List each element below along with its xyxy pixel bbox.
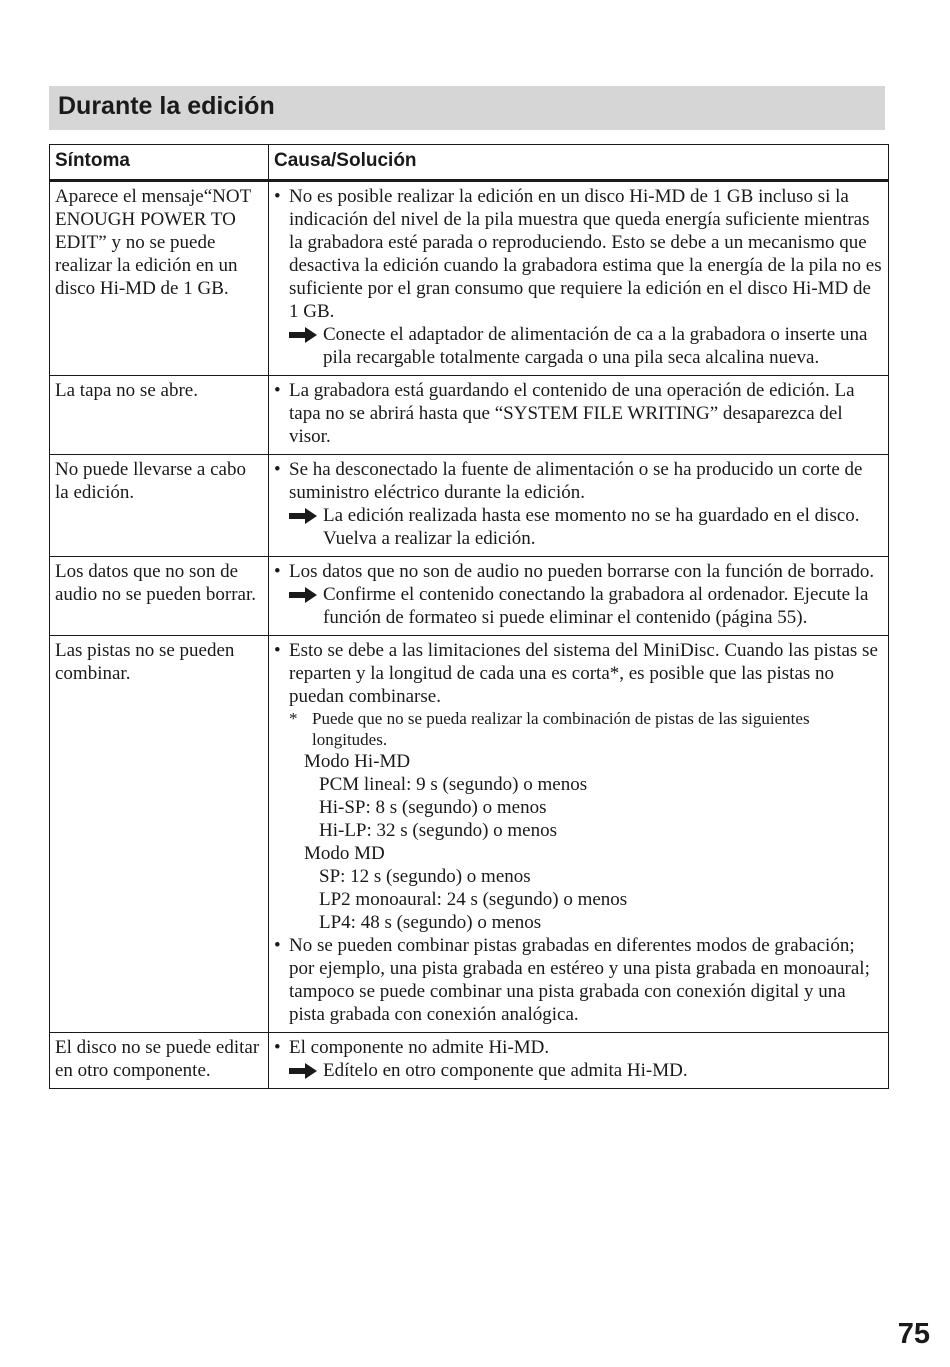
cause-cell — [269, 1033, 889, 1089]
md-limit-item: SP: 12 s (segundo) o menos — [319, 866, 531, 887]
right-arrow-icon — [289, 508, 317, 524]
troubleshooting-table — [49, 144, 889, 1089]
cause-bullet: • No es posible realizar la edición en un disco Hi-MD de 1 GB incluso si la indicación del nivel de la pila muestra que queda energía suficiente mientras la grabadora esté parada o reproduciendo. Esto se debe a un mecanismo que desactiva la edición cuando la grabadora estima que la energía de la pila no es suficiente por el gran consumo que requiere la edición en el disco Hi-MD de 1 GB. — [274, 185, 883, 323]
table-row — [50, 181, 889, 376]
cause-cell — [269, 557, 889, 636]
solution-text: Conecte el adaptador de alimentación de ca a la grabadora o inserte una pila recargable totalmente cargada o una pila seca alcalina nueva. — [323, 324, 868, 368]
symptom-cell: Aparece el mensaje“NOT ENOUGH POWER TO EDIT” y no se puede realizar la edición en un disco Hi-MD de 1 GB. — [50, 181, 269, 376]
cause-bullet: • Se ha desconectado la fuente de alimentación o se ha producido un corte de suministro eléctrico durante la edición. — [274, 458, 883, 504]
cause-bullet: • El componente no admite Hi-MD. — [274, 1036, 883, 1059]
right-arrow-icon — [289, 327, 317, 343]
md-limit-item: LP2 monoaural: 24 s (segundo) o menos — [319, 889, 628, 910]
solution-text: Confirme el contenido conectando la grabadora al ordenador. Ejecute la función de formateo si puede eliminar el contenido (página 55). — [323, 584, 869, 628]
solution-text: Edítelo en otro componente que admita Hi-MD. — [323, 1060, 688, 1081]
solution-item — [274, 583, 883, 629]
solution-text: La edición realizada hasta ese momento no se ha guardado en el disco. Vuelva a realizar la edición. — [323, 505, 860, 549]
mode-himd-label: Modo Hi-MD — [304, 751, 411, 772]
table-row — [50, 376, 889, 455]
section-header — [49, 86, 885, 130]
solution-item — [274, 504, 883, 550]
himd-limit-item: Hi-LP: 32 s (segundo) o menos — [319, 820, 558, 841]
himd-limit-item: PCM lineal: 9 s (segundo) o menos — [319, 774, 588, 795]
page-number: 75 — [897, 1318, 930, 1350]
symptom-cell: No puede llevarse a cabo la edición. — [50, 455, 269, 557]
solution-item — [274, 323, 883, 369]
cause-bullet: • No se pueden combinar pistas grabadas en diferentes modos de grabación; por ejemplo, una pista grabada en estéreo y una pista grabada en monoaural; tampoco se puede combinar una pista grabada con conexión digital y una pista grabada con conexión analógica. — [274, 934, 883, 1026]
header-cause-solution: Causa/Solución — [269, 145, 889, 181]
symptom-cell: El disco no se puede editar en otro componente. — [50, 1033, 269, 1089]
footnote-text: Puede que no se pueda realizar la combinación de pistas de las siguientes longitudes. — [312, 709, 810, 749]
table-row — [50, 455, 889, 557]
cause-bullet: • Esto se debe a las limitaciones del sistema del MiniDisc. Cuando las pistas se reparten y la longitud de cada una es corta*, es posible que las pistas no puedan combinarse. — [274, 639, 883, 708]
header-symptom: Síntoma — [50, 145, 269, 181]
cause-cell — [269, 376, 889, 455]
himd-limit-item: Hi-SP: 8 s (segundo) o menos — [319, 797, 547, 818]
symptom-cell: Las pistas no se pueden combinar. — [50, 636, 269, 1033]
table-header-row — [50, 145, 889, 181]
right-arrow-icon — [289, 1063, 317, 1079]
symptom-cell: Los datos que no son de audio no se pueden borrar. — [50, 557, 269, 636]
symptom-cell: La tapa no se abre. — [50, 376, 269, 455]
cause-cell — [269, 636, 889, 1033]
cause-bullet: • Los datos que no son de audio no pueden borrarse con la función de borrado. — [274, 560, 883, 583]
table-row — [50, 1033, 889, 1089]
cause-cell — [269, 455, 889, 557]
section-title: Durante la edición — [58, 92, 275, 120]
right-arrow-icon — [289, 587, 317, 603]
table-row — [50, 557, 889, 636]
cause-cell — [269, 181, 889, 376]
table-row — [50, 636, 889, 1033]
cause-bullet: • La grabadora está guardando el contenido de una operación de edición. La tapa no se abrirá hasta que “SYSTEM FILE WRITING” desaparezca del visor. — [274, 379, 883, 448]
footnote: * Puede que no se pueda realizar la combinación de pistas de las siguientes longitudes. — [289, 709, 810, 749]
mode-md-label: Modo MD — [304, 843, 385, 864]
solution-item — [274, 1059, 883, 1082]
md-limit-item: LP4: 48 s (segundo) o menos — [319, 912, 542, 933]
